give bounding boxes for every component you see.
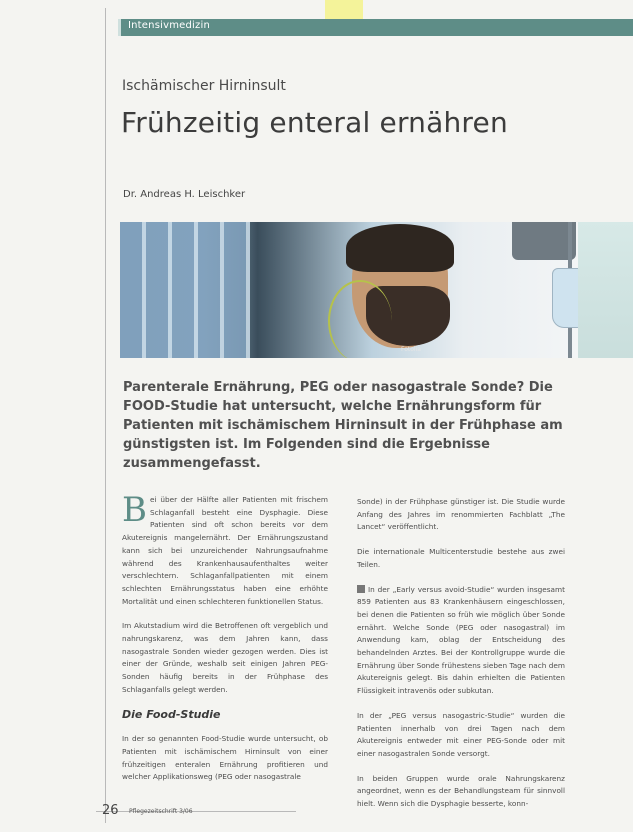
photo-infusion-pump (512, 222, 576, 260)
square-bullet-icon (357, 585, 365, 593)
paragraph: Im Akutstadium wird die Betroffenen oft vergeblich und nahrungskarenz, was dem Jahren kann, dass nasogastrale Sonden wieder gezogen werden. Dies ist einer der Gründe, weshalb seit einigen Jahren PEG-Sonden häufig bereits in der Frühphase des Schlaganfalls gelegt werden. (122, 621, 328, 694)
text-column-left (122, 490, 328, 796)
left-margin-rule (105, 8, 106, 823)
article-photo (120, 222, 578, 358)
article-author: Dr. Andreas H. Leischker (123, 189, 246, 200)
paragraph-text: ei über der Hälfte aller Patienten mit frischem Schlaganfall besteht eine Dysphagie. Diese Patienten sind oft schon bereits vor dem Akutereignis mangelernährt. Der Ernährungszustand kann sich bei unzureichender Nahrungsaufnahme während des Krankenhausaufenthaltes weiter verschlechtern. Schlaganfallpatienten mit einem schlechten Ernährungsstatus haben eine erhöhte Mortalität und einen schlechteren funktionellen Status. (122, 495, 328, 606)
article-lead: Parenterale Ernährung, PEG oder nasogastrale Sonde? Die FOOD-Studie hat untersucht, welche Ernährungsform für Patienten mit ischämischem Hirninsult in der Frühphase am günstigsten ist. Im Folgenden sind die Ergebnisse zusammengefasst. (123, 380, 563, 471)
photo-side-strip (578, 222, 633, 358)
paragraph-text: In der „Early versus avoid-Studie“ wurden insgesamt 859 Patienten aus 83 Krankenhäusern eingeschlossen, bei denen die Patienten so früh wie möglich über Sonde ernährt. Welche Sonde (PEG oder nasogastral) im Anwendung kam, oblag der Entscheidung des behandelnden Arztes. Bei der Kontrollgruppe wurde die Ernährung über Sonde frühestens sieben Tage nach dem Akutereignis gelegt. Bis dahin erhielten die Patienten Flüssigkeit intravenös oder subkutan. (357, 584, 565, 696)
section-header-bar (118, 19, 633, 36)
paragraph: Die internationale Multicenterstudie bestehe aus zwei Teilen. (357, 547, 565, 569)
dropcap: B (122, 490, 147, 530)
journal-name: Pflegezeitschrift 3/06 (129, 808, 193, 815)
paragraph: In der so genannten Food-Studie wurde untersucht, ob Patienten mit ischämischem Hirninsult von einer frühzeitigen enteralen Ernährung profitieren und welcher Applikationsweg (PEG oder nasogastrale (122, 734, 328, 782)
subheading: Die Food-Studie (122, 707, 221, 721)
article-title: Frühzeitig enteral ernähren (121, 106, 508, 139)
photo-infusion-bag (552, 268, 578, 328)
paragraph (122, 490, 328, 608)
footer-rule (96, 811, 296, 812)
paragraph: In beiden Gruppen wurde orale Nahrungskarenz angeordnet, wenn es der Behandlungsteam für sinnvoll hielt. Wenn sich die Dysphagie besserte, konn- (357, 773, 565, 809)
paragraph: In der „PEG versus nasogastric-Studie“ wurden die Patienten innerhalb von drei Tagen nach dem Akutereignis entweder mit einer PEG-Sonde oder mit einer nasogastralen Sonde versorgt. (357, 710, 565, 758)
photo-patient-hair (346, 224, 454, 272)
section-label: Intensivmedizin (128, 20, 210, 31)
paragraph: Sonde) in der Frühphase günstiger ist. Die Studie wurde Anfang des Jahres im renommierten Fachblatt „The Lancet“ veröffentlicht. (357, 497, 565, 532)
page-number: 26 (102, 803, 119, 818)
text-column-right (357, 496, 565, 823)
photo-window (120, 222, 250, 358)
section-header-tick (118, 19, 121, 36)
article-kicker: Ischämischer Hirninsult (122, 78, 286, 94)
paragraph (357, 584, 565, 698)
photo-feeding-tube (328, 280, 392, 358)
photo-credit: Fotolia (401, 346, 421, 353)
